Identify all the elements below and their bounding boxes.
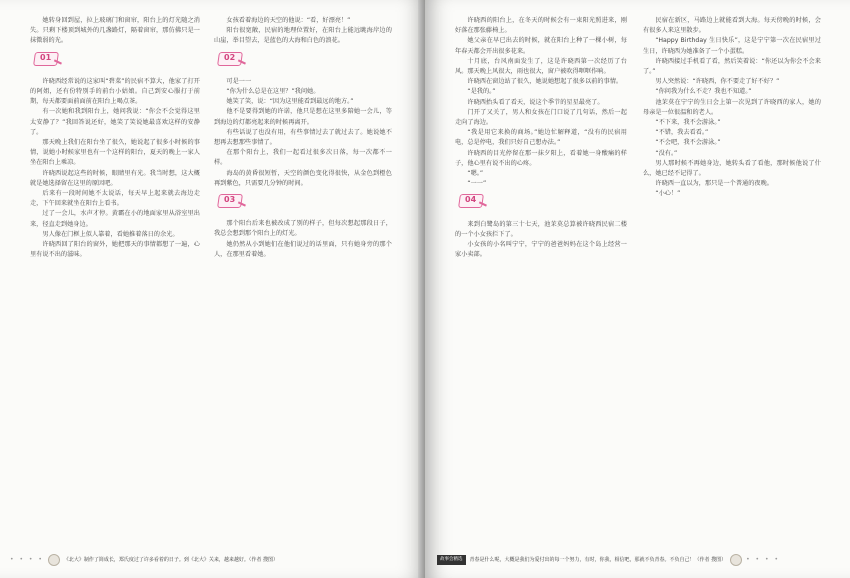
- right-footer: 故事会精选 青春是什么呢，大概是我们为爱付出的每一个努力，有时，你我，相信吧，那就不负青春。不负自己！（作者 搜图） • • • •: [437, 555, 837, 565]
- section-marker: [218, 51, 244, 67]
- paragraph: 她仍然从小到她们在他们说过的话里面，只有她身旁的那个人，在那里看着她。: [214, 240, 392, 258]
- paragraph: 那天晚上我们在阳台坐了很久，她说起了很多小时候的事情，说她小时候家里也有一个这样的阳台，夏天的晚上一家人坐在阳台上乘凉。: [30, 139, 200, 167]
- paragraph: 许晓西在窗边站了很久，她说她想起了很多以前的事情。: [467, 78, 623, 86]
- section-number: 03: [224, 195, 236, 205]
- paragraph: 男人像在门框上似人靠着，看她推着落日的余光。: [42, 230, 179, 238]
- paragraph: “不会吧，我不会游泳。”: [655, 139, 721, 147]
- paragraph: 女孩看着海边的天空的他说：“看，好漂亮！”: [226, 17, 351, 24]
- footer-text: 青春是什么呢，大概是我们为爱付出的每一个努力，有时，你我，相信吧，那就不负青春。不负自己！（作者 搜图）: [469, 557, 727, 563]
- paragraph: 在那个阳台上，我们一起看过很多次日落，每一次都不一样。: [214, 149, 392, 167]
- paragraph: “你问我为什么不走？我也不知道。”: [655, 88, 752, 96]
- paragraph: 可是一一: [226, 77, 252, 85]
- paragraph: “没有。”: [655, 149, 678, 157]
- paragraph: 来到白鹭岛的第三十七天，池茉莫总算被许晓西民宿二楼的一个小女孩拦下了。: [455, 220, 627, 238]
- page-number-badge: [730, 554, 742, 566]
- paragraph: 小女孩的小名叫宁宁，宁宁的爸爸妈妈在这个岛上经营一家小卖部。: [455, 241, 627, 259]
- paragraph: 过了一会儿，水声才停。黄霸在小的地面家里从浴室里出来，径直走到她身边。: [30, 210, 200, 228]
- paragraph: 海岛的黄昏很短暂，天空的颜色变化得很快，从金色到橙色再到紫色，只需要几分钟的时间。: [214, 169, 392, 187]
- paragraph: 后来有一段时间她不太说话，每天早上起来就去海边走走，下午回来就坐在阳台上看书。: [30, 190, 200, 208]
- page-number-badge: [48, 554, 60, 566]
- paragraph: 她笑了笑，说：“因为这里能看到最远的地方。”: [226, 98, 354, 106]
- paragraph: 许晓西抬头看了看天，说这个季节的星星最亮了。: [467, 98, 604, 106]
- paragraph: 男人那时候不再她身边，她转头看了看他，那时候他说了什么，她已经不记得了。: [643, 159, 821, 178]
- paragraph: 她转身回到屋，拉上玻璃门和窗帘，阳台上的灯光随之消失。只剩下楼顶到城外的几盏路灯，隔着窗帘，那仿佛只是一抹微弱的光。: [30, 17, 200, 45]
- right-page: [425, 0, 850, 578]
- section-marker: [218, 193, 244, 209]
- paragraph: 许晓西经常说的这家叫“碧菜”的民宿不算大，他家了打开的阿姐，还有份特别手的前台小姑娘。自己到安心服打于前期，每天都要面前面前在阳台上喝点茶。: [30, 77, 200, 106]
- paragraph: “是我的。”: [467, 88, 496, 96]
- left-footer: • • • • 《北大》制作了简成长，郑氏度过了许多看着的日子。到《北大》关来，越来越好。（作者 搜图）: [10, 555, 410, 565]
- paragraph: “一一”: [467, 180, 487, 188]
- paragraph: 许晓西说起这些的时候，眼睛里有光。我当时想，这大概就是她选择留在这里的原因吧。: [30, 169, 200, 187]
- right-column-1: [455, 16, 627, 260]
- paragraph: 十月底，台风南面发生了，这是许晓西第一次经历了台风。那天晚上风很大，雨也很大，窗户被吹得哐哐作响。: [455, 57, 627, 76]
- paragraph: 阳台很宽敞，民宿的地理位置好，在阳台上能远眺海岸边的山崖，举目望去，是蓝色的大海和白色的浪花。: [214, 27, 392, 45]
- paragraph: 有一次她和我到阳台上，她问我说：“你会不会觉得这里太安静了？”我回答说还好，她笑了笑说她最喜欢这样的安静了。: [30, 108, 200, 136]
- right-column-2: [643, 16, 821, 200]
- paragraph: “不下来，我不会游泳。”: [655, 119, 721, 127]
- section-marker: [459, 193, 485, 209]
- footer-text: 《北大》制作了简成长，郑氏度过了许多看着的日子。到《北大》关来，越来越好。（作者 搜图）: [63, 557, 278, 563]
- paragraph: 民宿在新区，马路边上就能看到大海。每天傍晚的时候，会有很多人来这里散步。: [643, 17, 821, 35]
- paragraph: “Happy Birthday 生日快乐”，这是宁宁第一次在民宿里过生日，许晓西为她准备了一个小蛋糕。: [643, 37, 821, 55]
- paragraph: 男人突然说：“许晓西，你不要走了好不好？”: [655, 78, 780, 86]
- paragraph: 有些话说了也没有用，有些事情过去了就过去了。她说她不想再去想那些事情了。: [214, 128, 392, 147]
- section-number: 02: [224, 52, 236, 62]
- paragraph: 许晓西一直以为，那只是一个普通的夜晚。: [655, 180, 773, 188]
- paragraph: 他不是要得到她的许诺，他只是想在这里多陪她一会儿，等到海边的灯都亮起来的时候再离开。: [214, 108, 392, 126]
- paragraph: 门开了又关了，男人和女孩在门口说了几句话，然后一起走向了海边。: [455, 108, 627, 127]
- paragraph: 她父亲在早已出去的时候，就在阳台上种了一棵小树，每年春天都会开出很多花来。: [455, 37, 627, 55]
- paragraph: “你为什么总是在这里？”我问她。: [226, 88, 320, 96]
- paragraph: 许晓西接过手机看了看，然后笑着说：“你还以为你会不会来了。”: [643, 57, 821, 76]
- paragraph: 许晓西的阳台上，在冬天的时候会有一束阳光照进来，刚好落在那张藤椅上。: [455, 17, 627, 35]
- section-marker: [34, 51, 60, 67]
- paragraph: “不错，我去看看。”: [655, 129, 709, 137]
- paragraph: 许晓西回了阳台的窗外，她把那天的事情都想了一遍，心里有说不出的滋味。: [30, 241, 200, 259]
- paragraph: “我是用它来换的商场。”她边忙解释道，“没有的民宿用电，总是停电，我们只好自己想办法。”: [455, 129, 627, 147]
- paragraph: “嗯。”: [467, 170, 484, 178]
- left-column-2: [214, 16, 392, 260]
- section-number: 04: [465, 195, 477, 205]
- section-number: 01: [40, 52, 52, 62]
- left-column-1: [30, 16, 200, 260]
- paragraph: 许晓西的目光停留在那一抹夕阳上，看着她一身酸痛的样子，他心里有说不出的心疼。: [455, 149, 627, 167]
- paragraph: “小心！”: [655, 190, 681, 198]
- paragraph: 池茉莫在宁宁的生日会上第一次见到了许晓西的家人，她的母亲是一位很温和的老人。: [643, 98, 821, 116]
- paragraph: 那个阳台后来也被改成了别的样子，但每次想起那段日子，我总会想到那个阳台上的灯光。: [214, 220, 392, 238]
- footer-tag: 故事会精选: [437, 555, 466, 565]
